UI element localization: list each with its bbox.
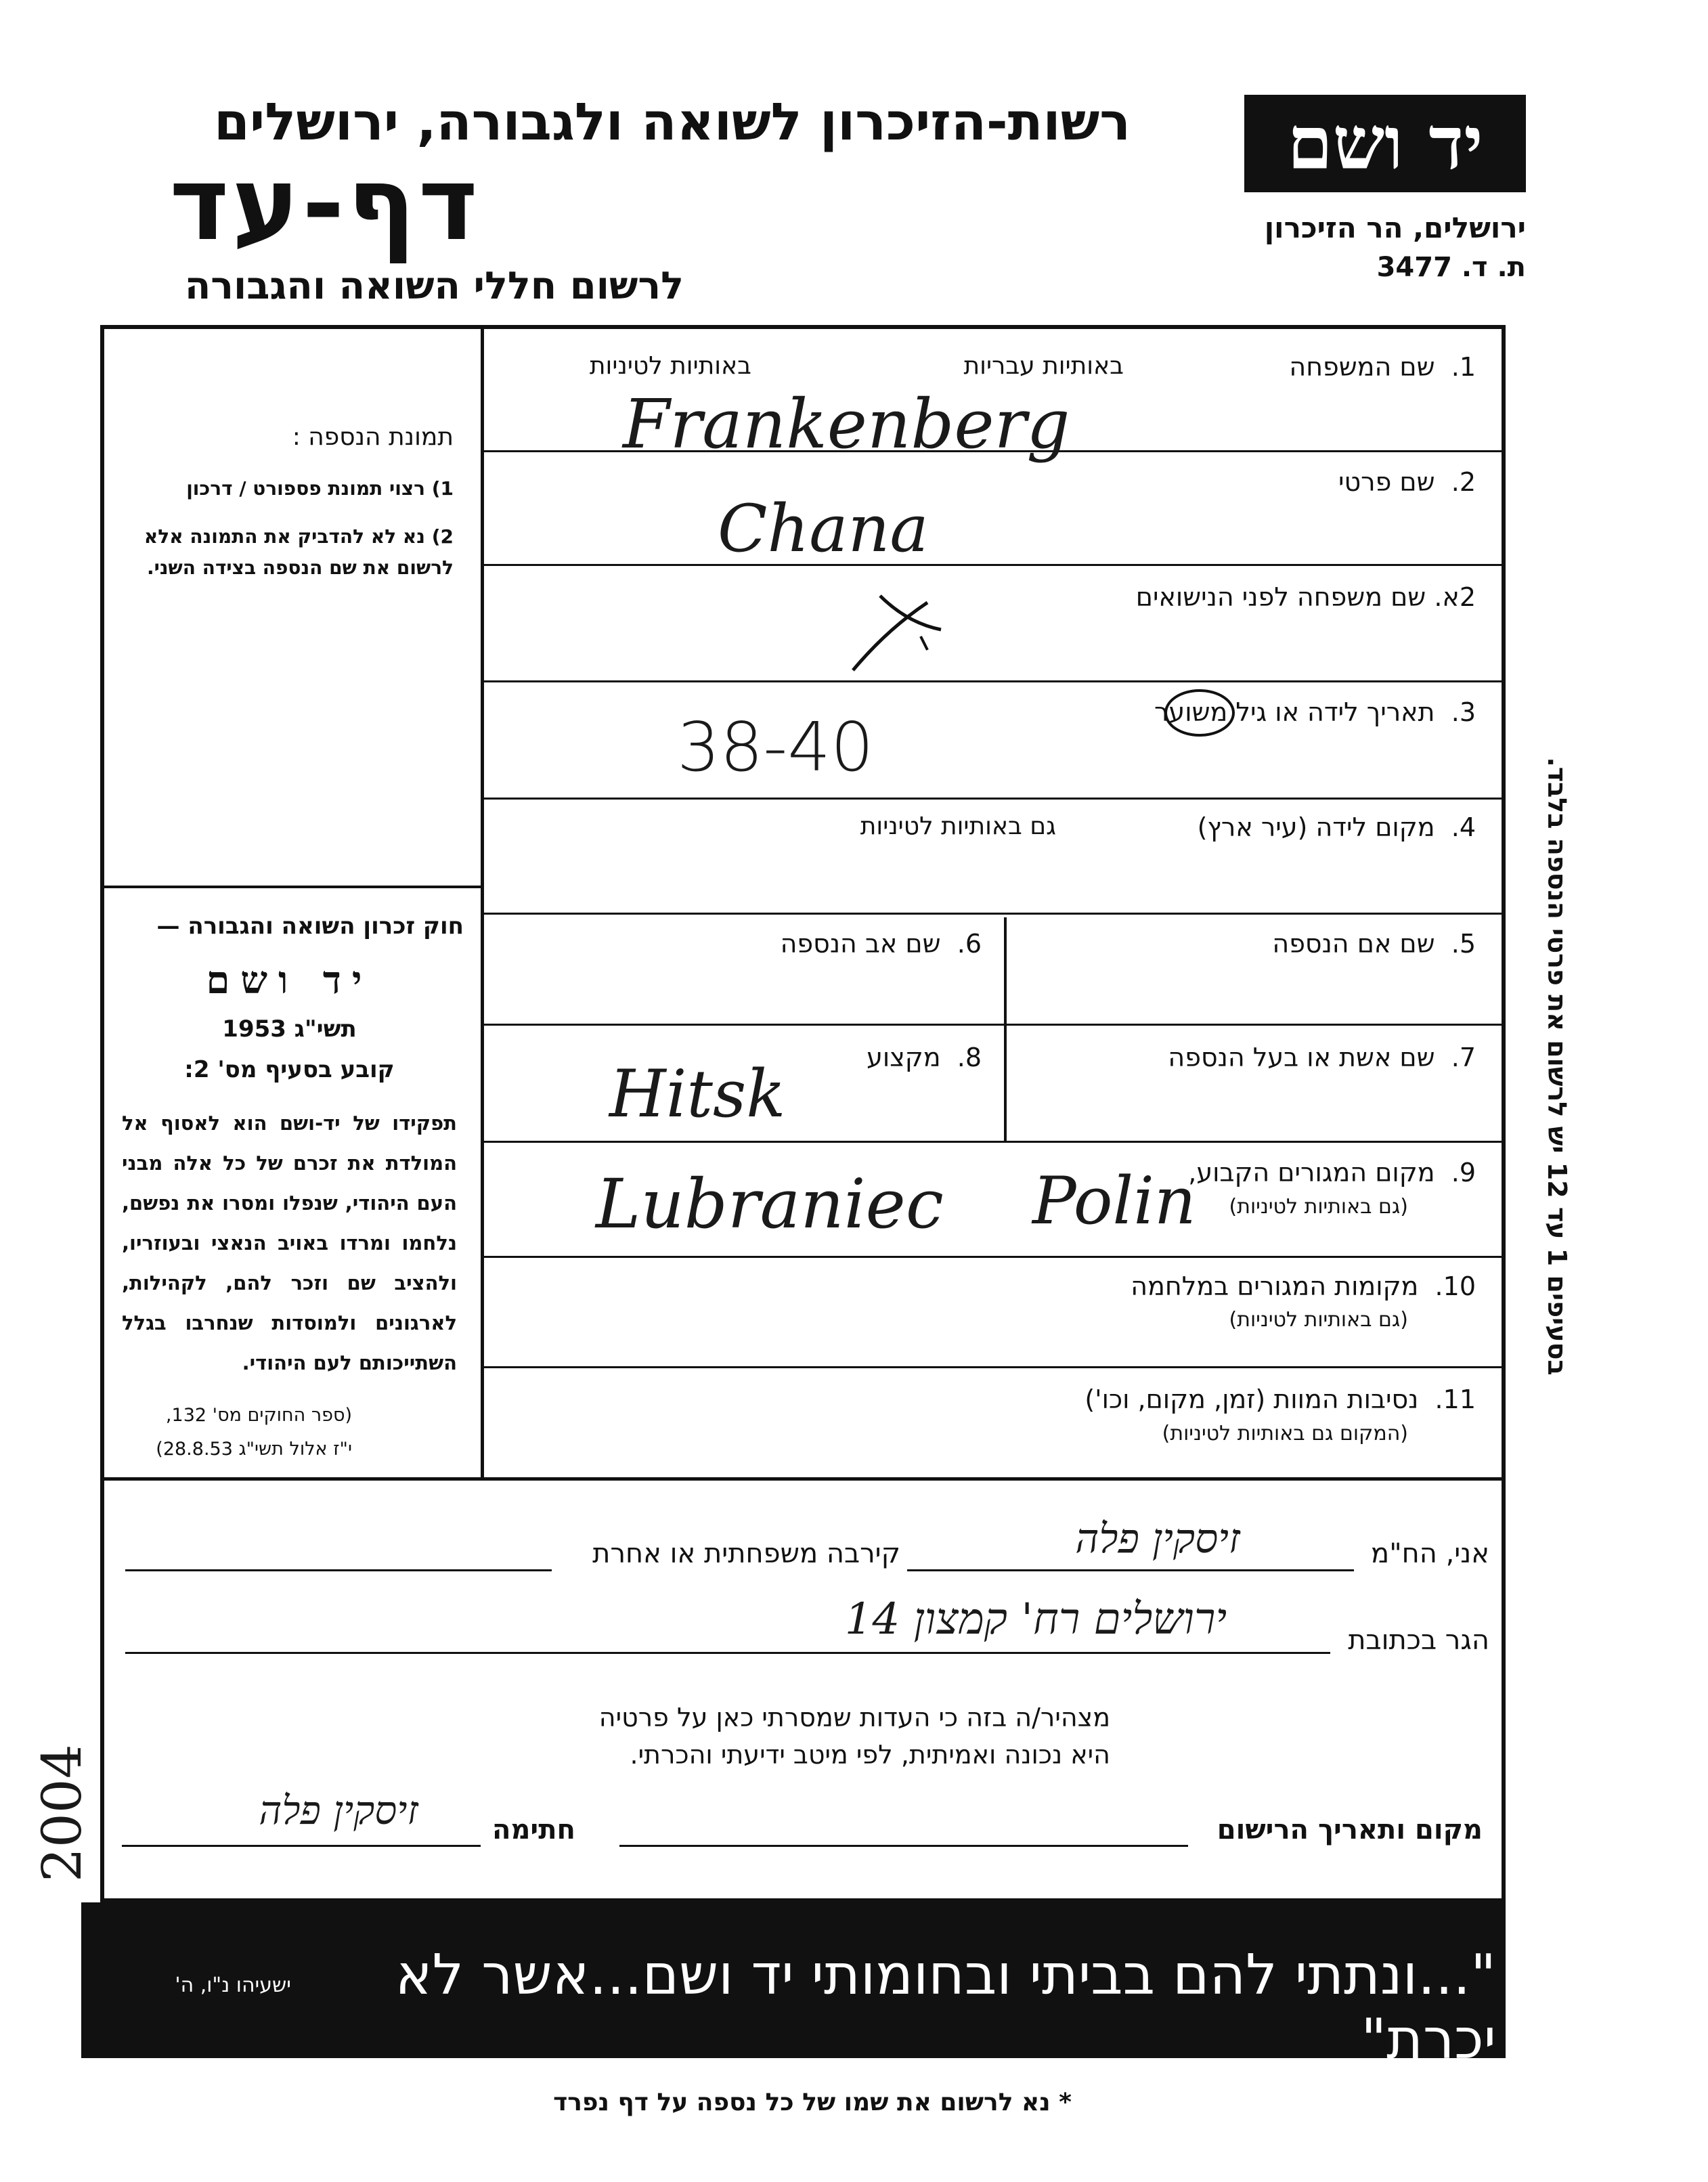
address-line xyxy=(125,1652,1330,1654)
photo-law-separator xyxy=(100,886,483,888)
field-5-number: 5. xyxy=(1451,929,1476,959)
yad-vashem-logo xyxy=(1244,95,1526,192)
field-3-number: 3. xyxy=(1451,697,1476,727)
banner-quote: "...ונתתי להם בביתי ובחומותי יד ושם...אשר לא יכרת" xyxy=(395,1943,1496,2072)
field-1-number: 1. xyxy=(1451,352,1476,382)
place-date-line[interactable] xyxy=(619,1845,1188,1847)
row-sep xyxy=(481,680,1504,682)
field-8-occupation-value[interactable]: Hitsk xyxy=(609,1056,786,1132)
signature-line xyxy=(122,1845,481,1847)
address-value[interactable]: ירושלים רח' קמצון 14 xyxy=(844,1594,1227,1644)
rows-5-8-divider xyxy=(1004,917,1007,1141)
field-2-given-name-value[interactable]: Chana xyxy=(718,491,929,567)
field-2a-label xyxy=(880,582,1476,612)
age-circle-mark xyxy=(1164,689,1235,737)
field-5-label-text: שם אם הנספה xyxy=(1272,929,1435,959)
field-2a-label-text: שם משפחה לפני הנישואים xyxy=(1135,582,1426,612)
signature-value[interactable]: זיסקין פלה xyxy=(259,1787,418,1833)
row-sep xyxy=(481,564,1504,566)
field-11-death-circumstances-value[interactable] xyxy=(494,1422,1036,1462)
place-date-label: מקום ותאריך הרישום xyxy=(1217,1814,1483,1846)
law-box-text: תפקידו של יד-ושם הוא לאסוף אל המולדת את זכרם של כל אלה מבני העם היהודי, שנפלו ומסרו את נפשם, נלחמו ומרדו באויב הנאצי ובעוזריו, ולהציב שם וזכר להם, לקהילות, לארגונים ולמוסדות שנחרבו בגלל השתייכותם לעם היהודי. xyxy=(122,1112,457,1374)
field-2-number: 2. xyxy=(1451,467,1476,497)
field-10-label xyxy=(1015,1271,1476,1301)
field-3-label-text: תאריך לידה או גיל משוער xyxy=(1154,697,1435,727)
row-sep xyxy=(481,1366,1504,1368)
relation-label: קירבה משפחתית או אחרת xyxy=(592,1538,900,1569)
photo-box-title: תמונת הנספה : xyxy=(292,423,454,451)
row-sep xyxy=(481,798,1504,800)
field-8-label-text: מקצוע xyxy=(867,1043,941,1072)
upper-section-bottom xyxy=(100,1477,1506,1481)
field-10-number: 10. xyxy=(1435,1271,1476,1301)
field-4-label xyxy=(1083,812,1476,842)
field-10-wartime-residence-value[interactable] xyxy=(494,1313,1103,1354)
field-9-residence-value[interactable]: Lubraniec xyxy=(596,1164,944,1244)
field-1-sub-hebrew: באותיות עבריות xyxy=(963,352,1124,380)
field-11-label-text: נסיבות המוות (זמן, מקום, וכו') xyxy=(1085,1384,1419,1414)
field-8-number: 8. xyxy=(957,1043,982,1072)
relation-line[interactable] xyxy=(125,1569,552,1571)
po-box: ת. ד. 3477 xyxy=(1376,252,1526,283)
field-11-number: 11. xyxy=(1435,1384,1476,1414)
law-box-year: תשי"ג 1953 xyxy=(222,1016,357,1043)
left-column-divider xyxy=(481,325,484,1479)
field-11-sub: (המקום גם באותיות לטיניות) xyxy=(1162,1422,1408,1445)
law-box-ref-2: י"ז אלול תשי"ג 28.8.53) xyxy=(156,1439,352,1460)
field-7-label xyxy=(1015,1043,1476,1072)
declarant-name-line xyxy=(907,1569,1354,1571)
form-title: דף-עד xyxy=(169,146,481,263)
banner-source: ישעיהו נ"ו, ה' xyxy=(175,1973,291,1997)
law-box-clause: קובע בסעיף מס' 2: xyxy=(184,1056,395,1083)
law-box-name: יד ושם xyxy=(206,958,373,1003)
statement-line-2: היא נכונה ואמיתית, לפי מיטב ידיעתי והכרתי. xyxy=(630,1740,1110,1770)
field-11-label xyxy=(948,1384,1476,1414)
field-6-father-value[interactable] xyxy=(494,968,982,1009)
signature-label: חתימה xyxy=(491,1814,575,1846)
field-3-age-value[interactable]: 38-40 xyxy=(677,707,874,787)
law-box-title: חוק זכרון השואה והגבורה — xyxy=(156,913,464,940)
photo-box-note-1: 1) רצוי תמונת פספורט / דרכון xyxy=(186,477,454,500)
field-7-label-text: שם אשת או בעל הנספה xyxy=(1168,1043,1435,1072)
fields-right-border xyxy=(1502,325,1506,1479)
field-7-number: 7. xyxy=(1451,1043,1476,1072)
field-9-number: 9. xyxy=(1451,1158,1476,1187)
field-9-label-text: מקום המגורים הקבוע, xyxy=(1188,1158,1435,1187)
field-1-surname-value[interactable]: Frankenberg xyxy=(623,385,1070,464)
field-6-label-text: שם אב הנספה xyxy=(780,929,941,959)
field-4-label-text: מקום לידה (עיר ארץ) xyxy=(1197,812,1435,842)
field-9-country-value[interactable]: Polin xyxy=(1032,1163,1196,1239)
field-5-label xyxy=(1015,929,1476,959)
address-line: ירושלים, הר הזיכרון xyxy=(1264,211,1526,244)
row-sep xyxy=(481,913,1504,915)
logo-text: יד ושם xyxy=(1287,100,1483,186)
field-9-sub: (גם באותיות לטיניות) xyxy=(1229,1195,1408,1219)
law-box-ref-1: (ספר החוקים מס' 132, xyxy=(165,1405,352,1426)
row-sep xyxy=(481,1256,1504,1258)
field-5-mother-value[interactable] xyxy=(1015,968,1476,1009)
statement-line-1: מצהיר/ה בזה כי העדות שמסרתי כאן על פרטיה xyxy=(598,1703,1110,1732)
field-4-number: 4. xyxy=(1451,812,1476,842)
photo-box-note-2: 2) נא לא להדביק את התמונה אלא לרשום את שם הנספה בצידה השני. xyxy=(144,525,454,579)
field-10-label-text: מקומות המגורים במלחמה xyxy=(1131,1271,1419,1301)
field-6-label xyxy=(542,929,982,959)
field-2a-number: 2א. xyxy=(1434,582,1476,612)
address-label: הגר בכתובת xyxy=(1348,1625,1489,1656)
form-subtitle: לרשום חללי השואה והגבורה xyxy=(184,264,684,308)
authority-title: רשות-הזיכרון לשואה ולגבורה, ירושלים xyxy=(214,91,1131,152)
field-4-birthplace-value[interactable] xyxy=(494,860,1442,900)
field-4-sub: גם באותיות לטיניות xyxy=(860,812,1056,840)
field-7-spouse-value[interactable] xyxy=(1015,1083,1476,1124)
field-10-sub: (גם באותיות לטיניות) xyxy=(1229,1308,1408,1332)
field-2-label xyxy=(1015,467,1476,497)
row-sep xyxy=(481,1024,1504,1026)
declarant-name-value[interactable]: זיסקין פלה xyxy=(1075,1515,1240,1563)
row-sep xyxy=(481,1141,1504,1143)
field-2-label-text: שם פרטי xyxy=(1338,467,1435,497)
field-2a-maiden-name-value[interactable] xyxy=(846,589,955,677)
field-1-sub-latin: באותיות לטיניות xyxy=(589,352,751,380)
margin-number: 2004 xyxy=(30,1744,93,1882)
field-6-number: 6. xyxy=(957,929,982,959)
footnote: * נא לרשום את שמו של כל נספה על דף נפרד xyxy=(553,2089,1072,2116)
field-1-label-text: שם המשפחה xyxy=(1289,352,1435,382)
side-note: בסעיפים 1 עד 12 יש לרשום את פרטי הנספה בלבד. xyxy=(1542,757,1572,1376)
declarant-label: אני, הח"מ xyxy=(1371,1538,1489,1569)
